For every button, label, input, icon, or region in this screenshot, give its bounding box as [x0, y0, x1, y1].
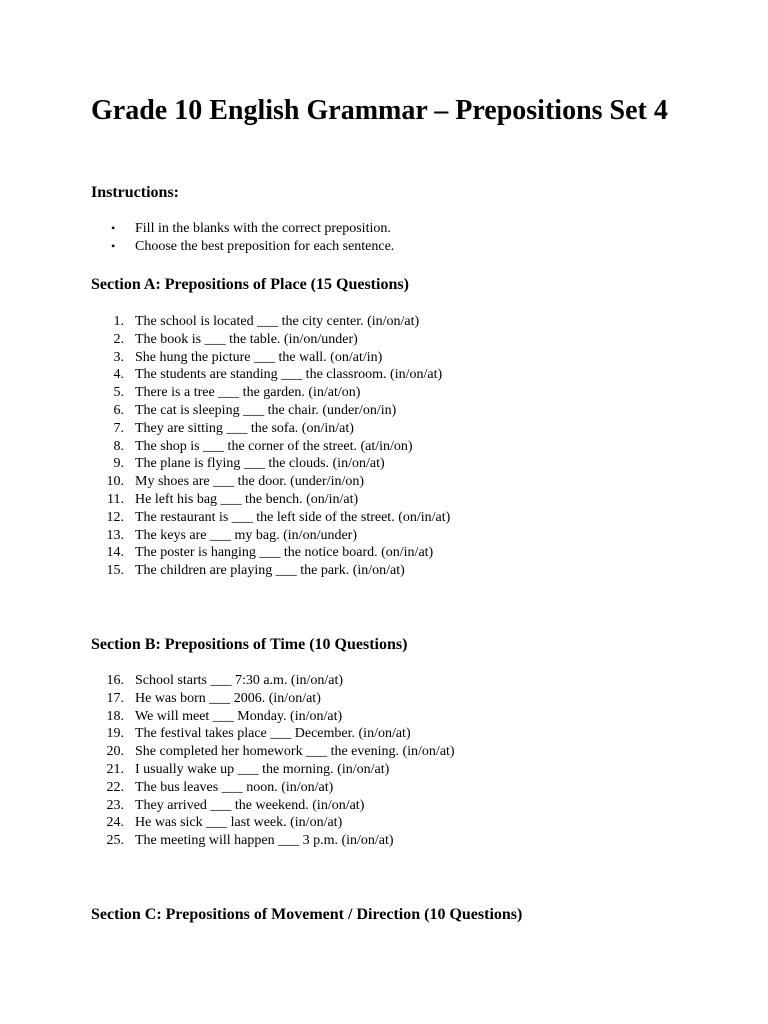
question-item: 10. My shoes are ___ the door. (under/in/on)	[106, 474, 365, 490]
question-item: 9. The plane is flying ___ the clouds. (in/on/at)	[113, 456, 385, 472]
question-item: 16. School starts ___ 7:30 a.m. (in/on/at)	[106, 673, 344, 688]
page-title: Grade 10 English Grammar – Prepositions Set 4	[91, 95, 668, 126]
section-b-questions	[91, 672, 455, 850]
instruction-item: • Choose the best preposition for each sentence.	[111, 238, 395, 254]
section-a-questions	[91, 313, 450, 580]
instructions-heading: Instructions:	[91, 184, 180, 201]
question-item: 24. He was sick ___ last week. (in/on/at)	[106, 815, 343, 831]
question-item: 20. She completed her homework ___ the evening. (in/on/at)	[106, 744, 455, 760]
question-item: 23. They arrived ___ the weekend. (in/on/at)	[106, 797, 365, 813]
question-item: 14. The poster is hanging ___ the notice board. (on/in/at)	[106, 545, 434, 561]
question-item: 17. He was born ___ 2006. (in/on/at)	[106, 690, 321, 706]
question-item: 13. The keys are ___ my bag. (in/on/under)	[106, 527, 357, 543]
question-item: 6. The cat is sleeping ___ the chair. (under/on/in)	[113, 402, 397, 418]
section-a-heading: Section A: Prepositions of Place (15 Questions)	[91, 276, 409, 293]
question-item: 18. We will meet ___ Monday. (in/on/at)	[106, 708, 343, 724]
section-b-heading: Section B: Prepositions of Time (10 Questions)	[91, 636, 408, 653]
instructions-list	[91, 220, 394, 256]
bullet-icon: •	[111, 238, 116, 253]
question-item: 3. She hung the picture ___ the wall. (on/at/in)	[113, 349, 383, 365]
question-item: 8. The shop is ___ the corner of the street. (at/in/on)	[113, 438, 413, 454]
question-item: 7. They are sitting ___ the sofa. (on/in/at)	[113, 420, 354, 436]
question-item: 5. There is a tree ___ the garden. (in/at/on)	[113, 385, 361, 401]
question-item: 25. The meeting will happen ___ 3 p.m. (in/on/at)	[106, 833, 394, 849]
section-c-heading: Section C: Prepositions of Movement / Direction (10 Questions)	[91, 906, 523, 923]
question-item: 22. The bus leaves ___ noon. (in/on/at)	[106, 779, 334, 795]
bullet-icon: •	[111, 221, 116, 235]
question-item: 15. The children are playing ___ the park. (in/on/at)	[106, 563, 405, 579]
question-item: 12. The restaurant is ___ the left side of the street. (on/in/at)	[106, 509, 451, 525]
instruction-item: • Fill in the blanks with the correct preposition.	[111, 221, 391, 236]
question-item: 2. The book is ___ the table. (in/on/under)	[113, 331, 358, 347]
question-item: 19. The festival takes place ___ December. (in/on/at)	[106, 726, 411, 742]
question-item: 4. The students are standing ___ the classroom. (in/on/at)	[113, 367, 443, 383]
question-item: 1. The school is located ___ the city center. (in/on/at)	[113, 314, 420, 329]
question-item: 11. He left his bag ___ the bench. (on/in/at)	[107, 491, 359, 507]
question-item: 21. I usually wake up ___ the morning. (in/on/at)	[106, 761, 390, 777]
